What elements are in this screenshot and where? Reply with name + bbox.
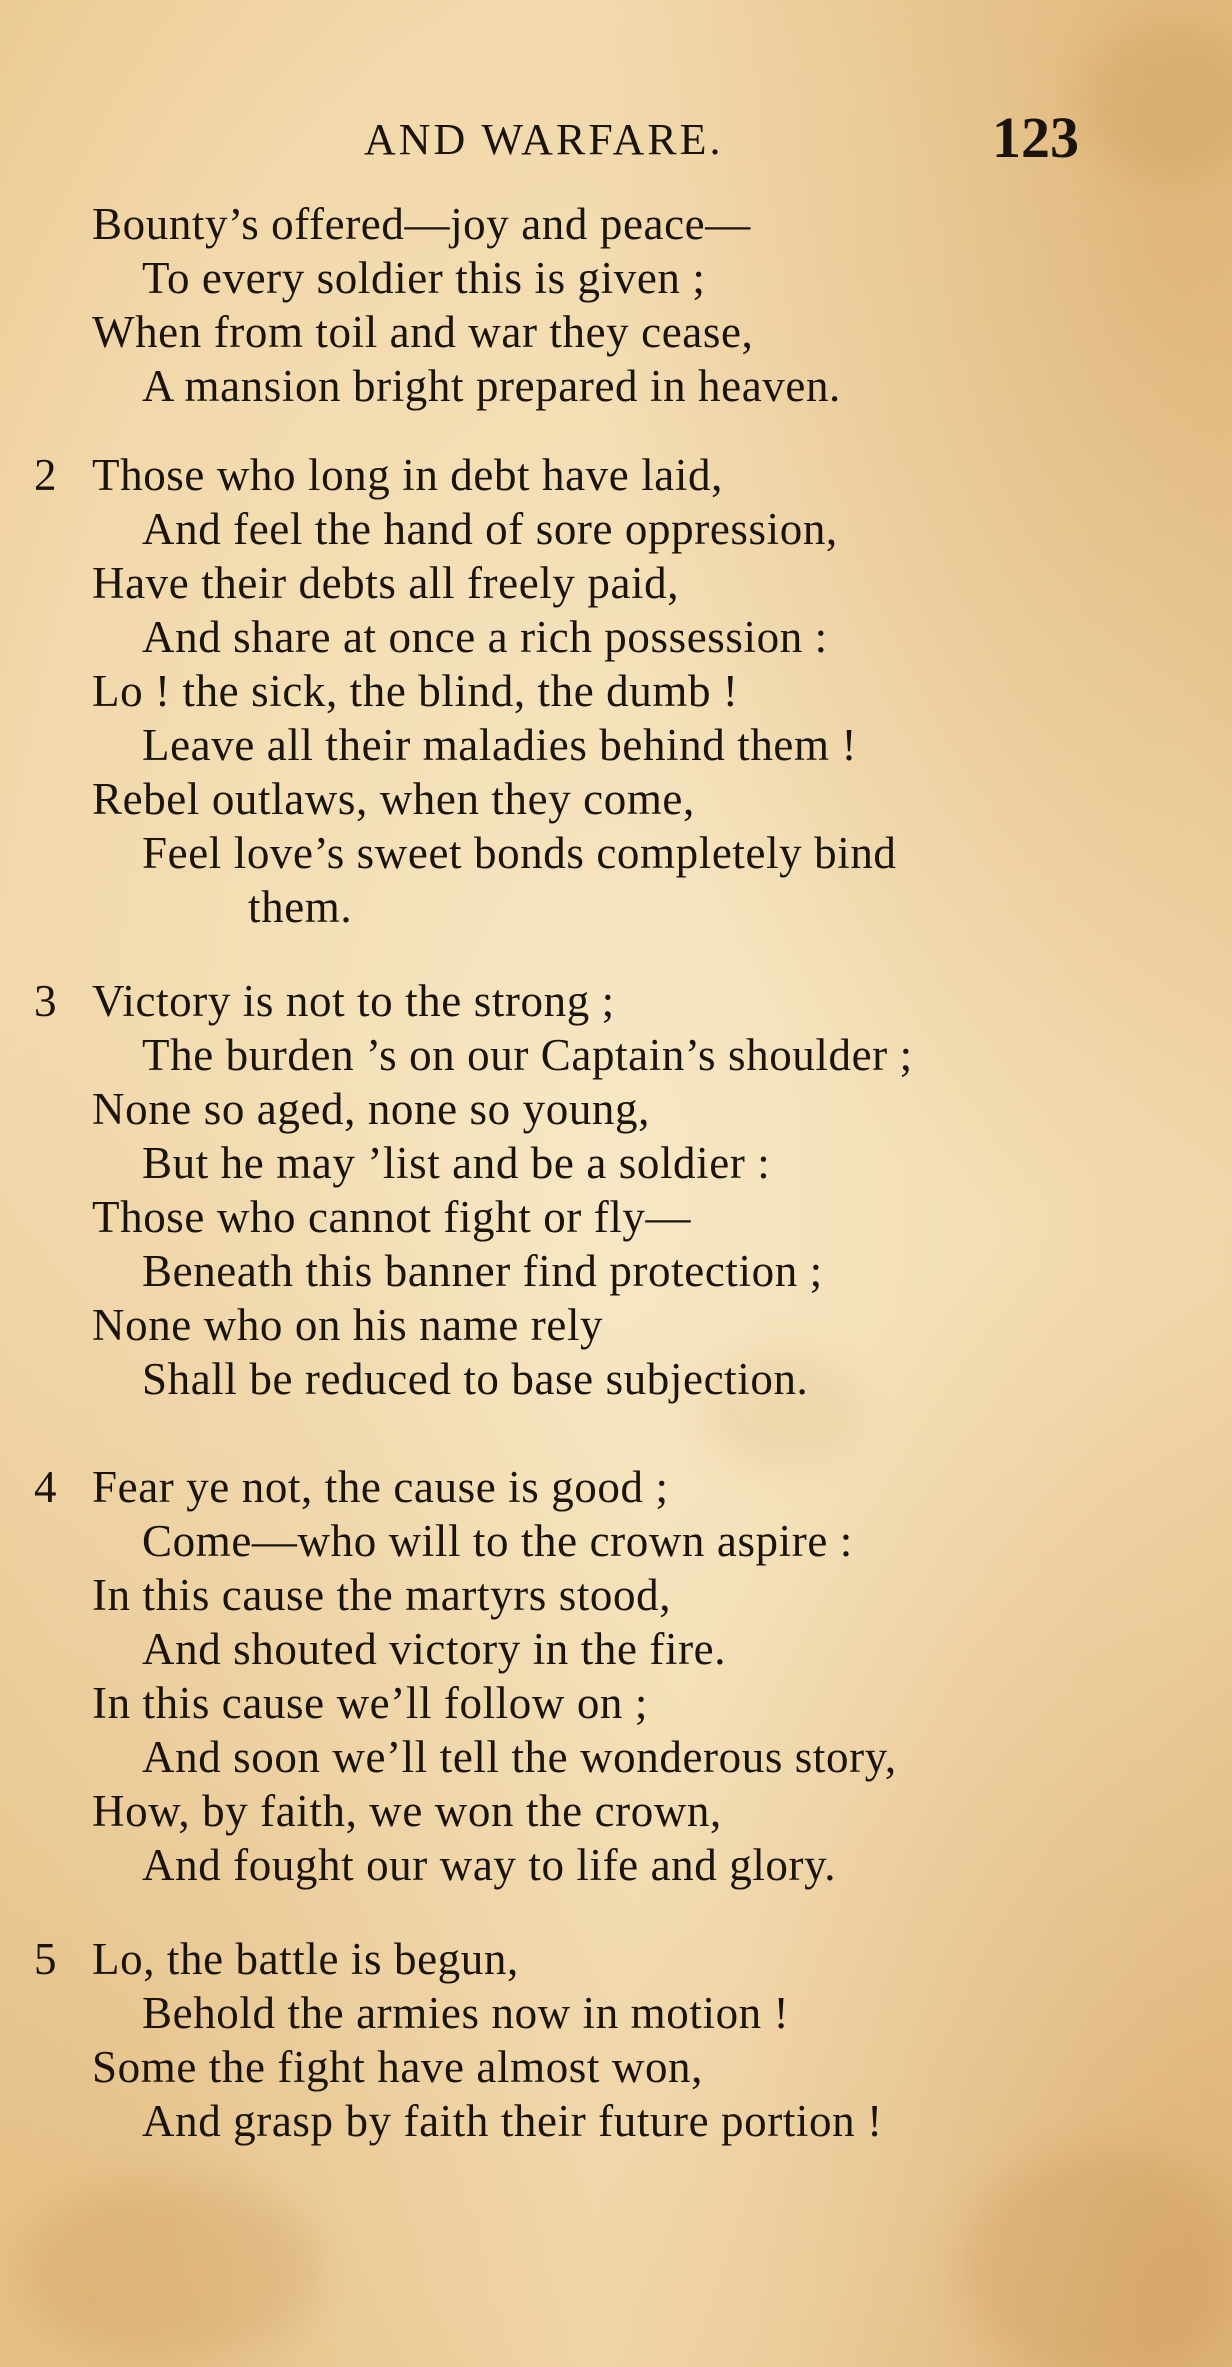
verse-line: To every soldier this is given ;	[142, 253, 706, 303]
verse-line: And grasp by faith their future portion !	[142, 2096, 883, 2146]
verse-line: A mansion bright prepared in heaven.	[142, 361, 841, 411]
verse-line: Victory is not to the strong ;	[92, 976, 615, 1026]
verse-line: Have their debts all freely paid,	[92, 558, 680, 608]
verse-line: Come—who will to the crown aspire :	[142, 1516, 853, 1566]
verse-line: Fear ye not, the cause is good ;	[92, 1462, 669, 1512]
verse-line: And share at once a rich possession :	[142, 612, 828, 662]
page-number: 123	[992, 105, 1079, 170]
verse-line: And shouted victory in the fire.	[142, 1624, 727, 1674]
running-title: AND WARFARE.	[364, 115, 724, 164]
verse-line: Shall be reduced to base subjection.	[142, 1354, 809, 1404]
verse-line: But he may ’list and be a soldier :	[142, 1138, 771, 1188]
verse-line: Some the fight have almost won,	[92, 2042, 704, 2092]
verse-line: In this cause we’ll follow on ;	[92, 1678, 648, 1728]
verse-line: None who on his name rely	[92, 1300, 604, 1350]
verse-line: Leave all their maladies behind them !	[142, 720, 858, 770]
verse-line: Beneath this banner find protection ;	[142, 1246, 823, 1296]
verse-line: them.	[248, 882, 353, 932]
verse-line: Bounty’s offered—joy and peace—	[92, 199, 751, 249]
verse-line: Those who cannot fight or fly—	[92, 1192, 692, 1242]
verse-line: Lo ! the sick, the blind, the dumb !	[92, 666, 739, 716]
verse-line: None so aged, none so young,	[92, 1084, 650, 1134]
verse-line: Feel love’s sweet bonds completely bind	[142, 828, 897, 878]
verse-line: In this cause the martyrs stood,	[92, 1570, 672, 1620]
verse-number: 3	[34, 976, 57, 1026]
page-header	[0, 105, 1232, 170]
verse-line: And fought our way to life and glory.	[142, 1840, 837, 1890]
verse-number: 5	[34, 1934, 57, 1984]
verse-line: Rebel outlaws, when they come,	[92, 774, 695, 824]
paper-stain	[960, 2150, 1232, 2367]
verse-line: Those who long in debt have laid,	[92, 450, 723, 500]
verse-line: The burden ’s on our Captain’s shoulder ;	[142, 1030, 913, 1080]
verse-number: 4	[34, 1462, 57, 1512]
paper-stain	[20, 2180, 320, 2360]
verse-line: And feel the hand of sore oppression,	[142, 504, 838, 554]
verse-line: And soon we’ll tell the wonderous story,	[142, 1732, 897, 1782]
verse-line: When from toil and war they cease,	[92, 307, 754, 357]
verse-line: Behold the armies now in motion !	[142, 1988, 790, 2038]
verse-line: How, by faith, we won the crown,	[92, 1786, 722, 1836]
verse-number: 2	[34, 450, 57, 500]
verse-line: Lo, the battle is begun,	[92, 1934, 519, 1984]
